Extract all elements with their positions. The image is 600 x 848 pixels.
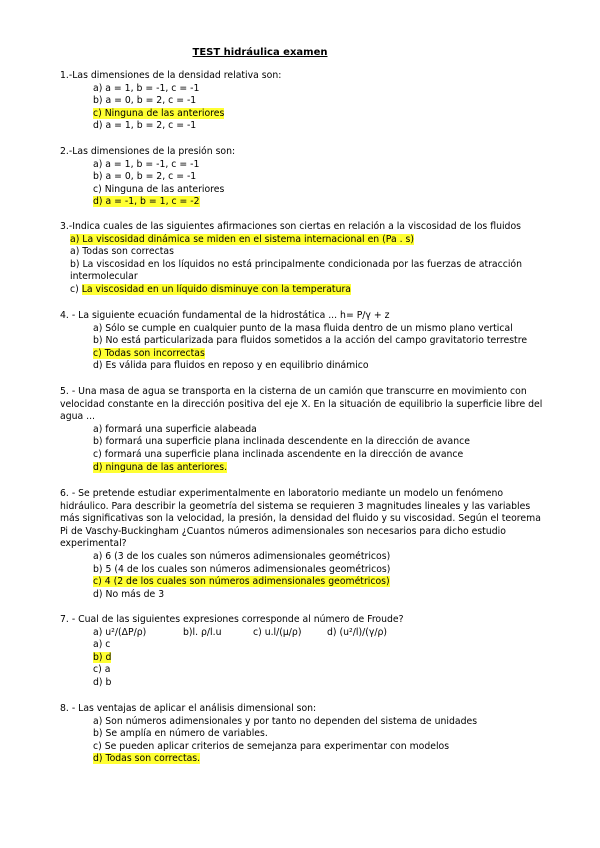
question-1-text: 1.-Las dimensiones de la densidad relativa son: <box>60 70 282 81</box>
question-7-option-c: c) a <box>93 664 111 676</box>
question-7-expr-d: d) (u²/l)/(γ/ρ) <box>327 626 387 638</box>
question-7-expr-b: b)l. ρ/l.u <box>183 626 222 638</box>
question-8-option-c: c) Se pueden aplicar criterios de semejanza para experimentar con modelos <box>93 740 450 752</box>
question-8 <box>60 703 550 766</box>
question-8-option-d: d) Todas son correctas. <box>93 753 201 765</box>
question-5-option-b: b) formará una superficie plana inclinada descendente en la dirección de avance <box>93 436 470 448</box>
question-5-option-c: c) formará una superficie plana inclinada ascendente en la dirección de avance <box>93 448 464 460</box>
question-7-expr-a: a) u²/(ΔP/ρ) <box>93 626 147 638</box>
question-2-option-b: b) a = 0, b = 2, c = -1 <box>93 171 197 183</box>
question-6-option-b: b) 5 (4 de los cuales son números adimensionales geométricos) <box>93 563 391 575</box>
question-4-option-b: b) No está particularizada para fluidos sometidos a la acción del campo gravitatorio terrestre <box>93 335 528 347</box>
question-6-text: 6. - Se pretende estudiar experimentalmente en laboratorio mediante un modelo un fenómeno hidráulico. Para describir la geometría del sistema se requieren 3 magnitudes lineales y las variables más significativas son la velocidad, la presión, la densidad del fluido y su viscosidad. Según el teorema Pi de Vaschy-Buckingham ¿Cuantos números adimensionales son necesarios para dicho estudio experimental? <box>60 488 541 550</box>
question-4-option-a: a) Sólo se cumple en cualquier punto de la masa fluida dentro de un mismo plano vertical <box>93 322 513 334</box>
question-2 <box>60 146 550 209</box>
question-5-text: 5. - Una masa de agua se transporta en la cisterna de un camión que transcurre en movimiento con velocidad constante en la dirección positiva del eje X. En la situación de equilibrio la superficie libre del agua ... <box>60 386 543 423</box>
question-6-option-d: d) No más de 3 <box>93 588 165 600</box>
question-1-option-b: b) a = 0, b = 2, c = -1 <box>93 95 197 107</box>
question-3-option-a-highlight: a) La viscosidad dinámica se miden en el sistema internacional en (Pa . s) <box>70 233 415 245</box>
question-7-expr-c: c) u.l/(μ/ρ) <box>253 626 302 638</box>
question-4 <box>60 310 550 373</box>
question-3-text: 3.-Indica cuales de las siguientes afirmaciones son ciertas en relación a la viscosidad de los fluidos <box>60 221 521 232</box>
question-7-text: 7. - Cual de las siguientes expresiones corresponde al número de Froude? <box>60 614 404 625</box>
question-2-option-c: c) Ninguna de las anteriores <box>93 183 225 195</box>
question-5 <box>60 386 550 474</box>
question-7-expressions <box>60 627 550 640</box>
question-3-option-b: b) La viscosidad en los líquidos no está principalmente condicionada por las fuerzas de atracción intermolecular <box>70 258 523 283</box>
question-1-option-d: d) a = 1, b = 2, c = -1 <box>93 120 197 132</box>
question-8-option-b: b) Se amplía en número de variables. <box>93 728 268 740</box>
question-4-option-c: c) Todas son incorrectas <box>93 347 205 359</box>
question-1-option-c: c) Ninguna de las anteriores <box>93 107 225 119</box>
question-3 <box>60 221 550 297</box>
question-7-option-a: a) c <box>93 639 111 651</box>
question-3-option-c-letter: c) <box>70 283 79 295</box>
question-1 <box>60 70 550 133</box>
question-7-option-d: d) b <box>93 676 112 688</box>
question-7 <box>60 614 550 690</box>
question-2-option-d: d) a = -1, b = 1, c = -2 <box>93 196 200 208</box>
question-5-option-a: a) formará una superficie alabeada <box>93 423 257 435</box>
question-5-option-d: d) ninguna de las anteriores. <box>93 461 228 473</box>
question-8-text: 8. - Las ventajas de aplicar el análisis dimensional son: <box>60 703 317 714</box>
question-3-option-a2: a) Todas son correctas <box>70 246 174 258</box>
question-8-option-a: a) Son números adimensionales y por tanto no dependen del sistema de unidades <box>93 715 478 727</box>
question-2-option-a: a) a = 1, b = -1, c = -1 <box>93 158 200 170</box>
document-title: TEST hidráulica examen <box>192 47 328 58</box>
question-4-text: 4. - La siguiente ecuación fundamental de la hidrostática ... h= P/γ + z <box>60 310 390 321</box>
question-2-text: 2.-Las dimensiones de la presión son: <box>60 146 236 157</box>
question-3-option-c: La viscosidad en un líquido disminuye con la temperatura <box>81 283 351 295</box>
question-6-option-c: c) 4 (2 de los cuales son números adimensionales geométricos) <box>93 576 390 588</box>
question-4-option-d: d) Es válida para fluidos en reposo y en equilibrio dinámico <box>93 360 369 372</box>
question-7-option-b: b) d <box>93 651 112 663</box>
question-6 <box>60 488 550 601</box>
question-6-option-a: a) 6 (3 de los cuales son números adimensionales geométricos) <box>93 550 391 562</box>
question-1-option-a: a) a = 1, b = -1, c = -1 <box>93 82 200 94</box>
